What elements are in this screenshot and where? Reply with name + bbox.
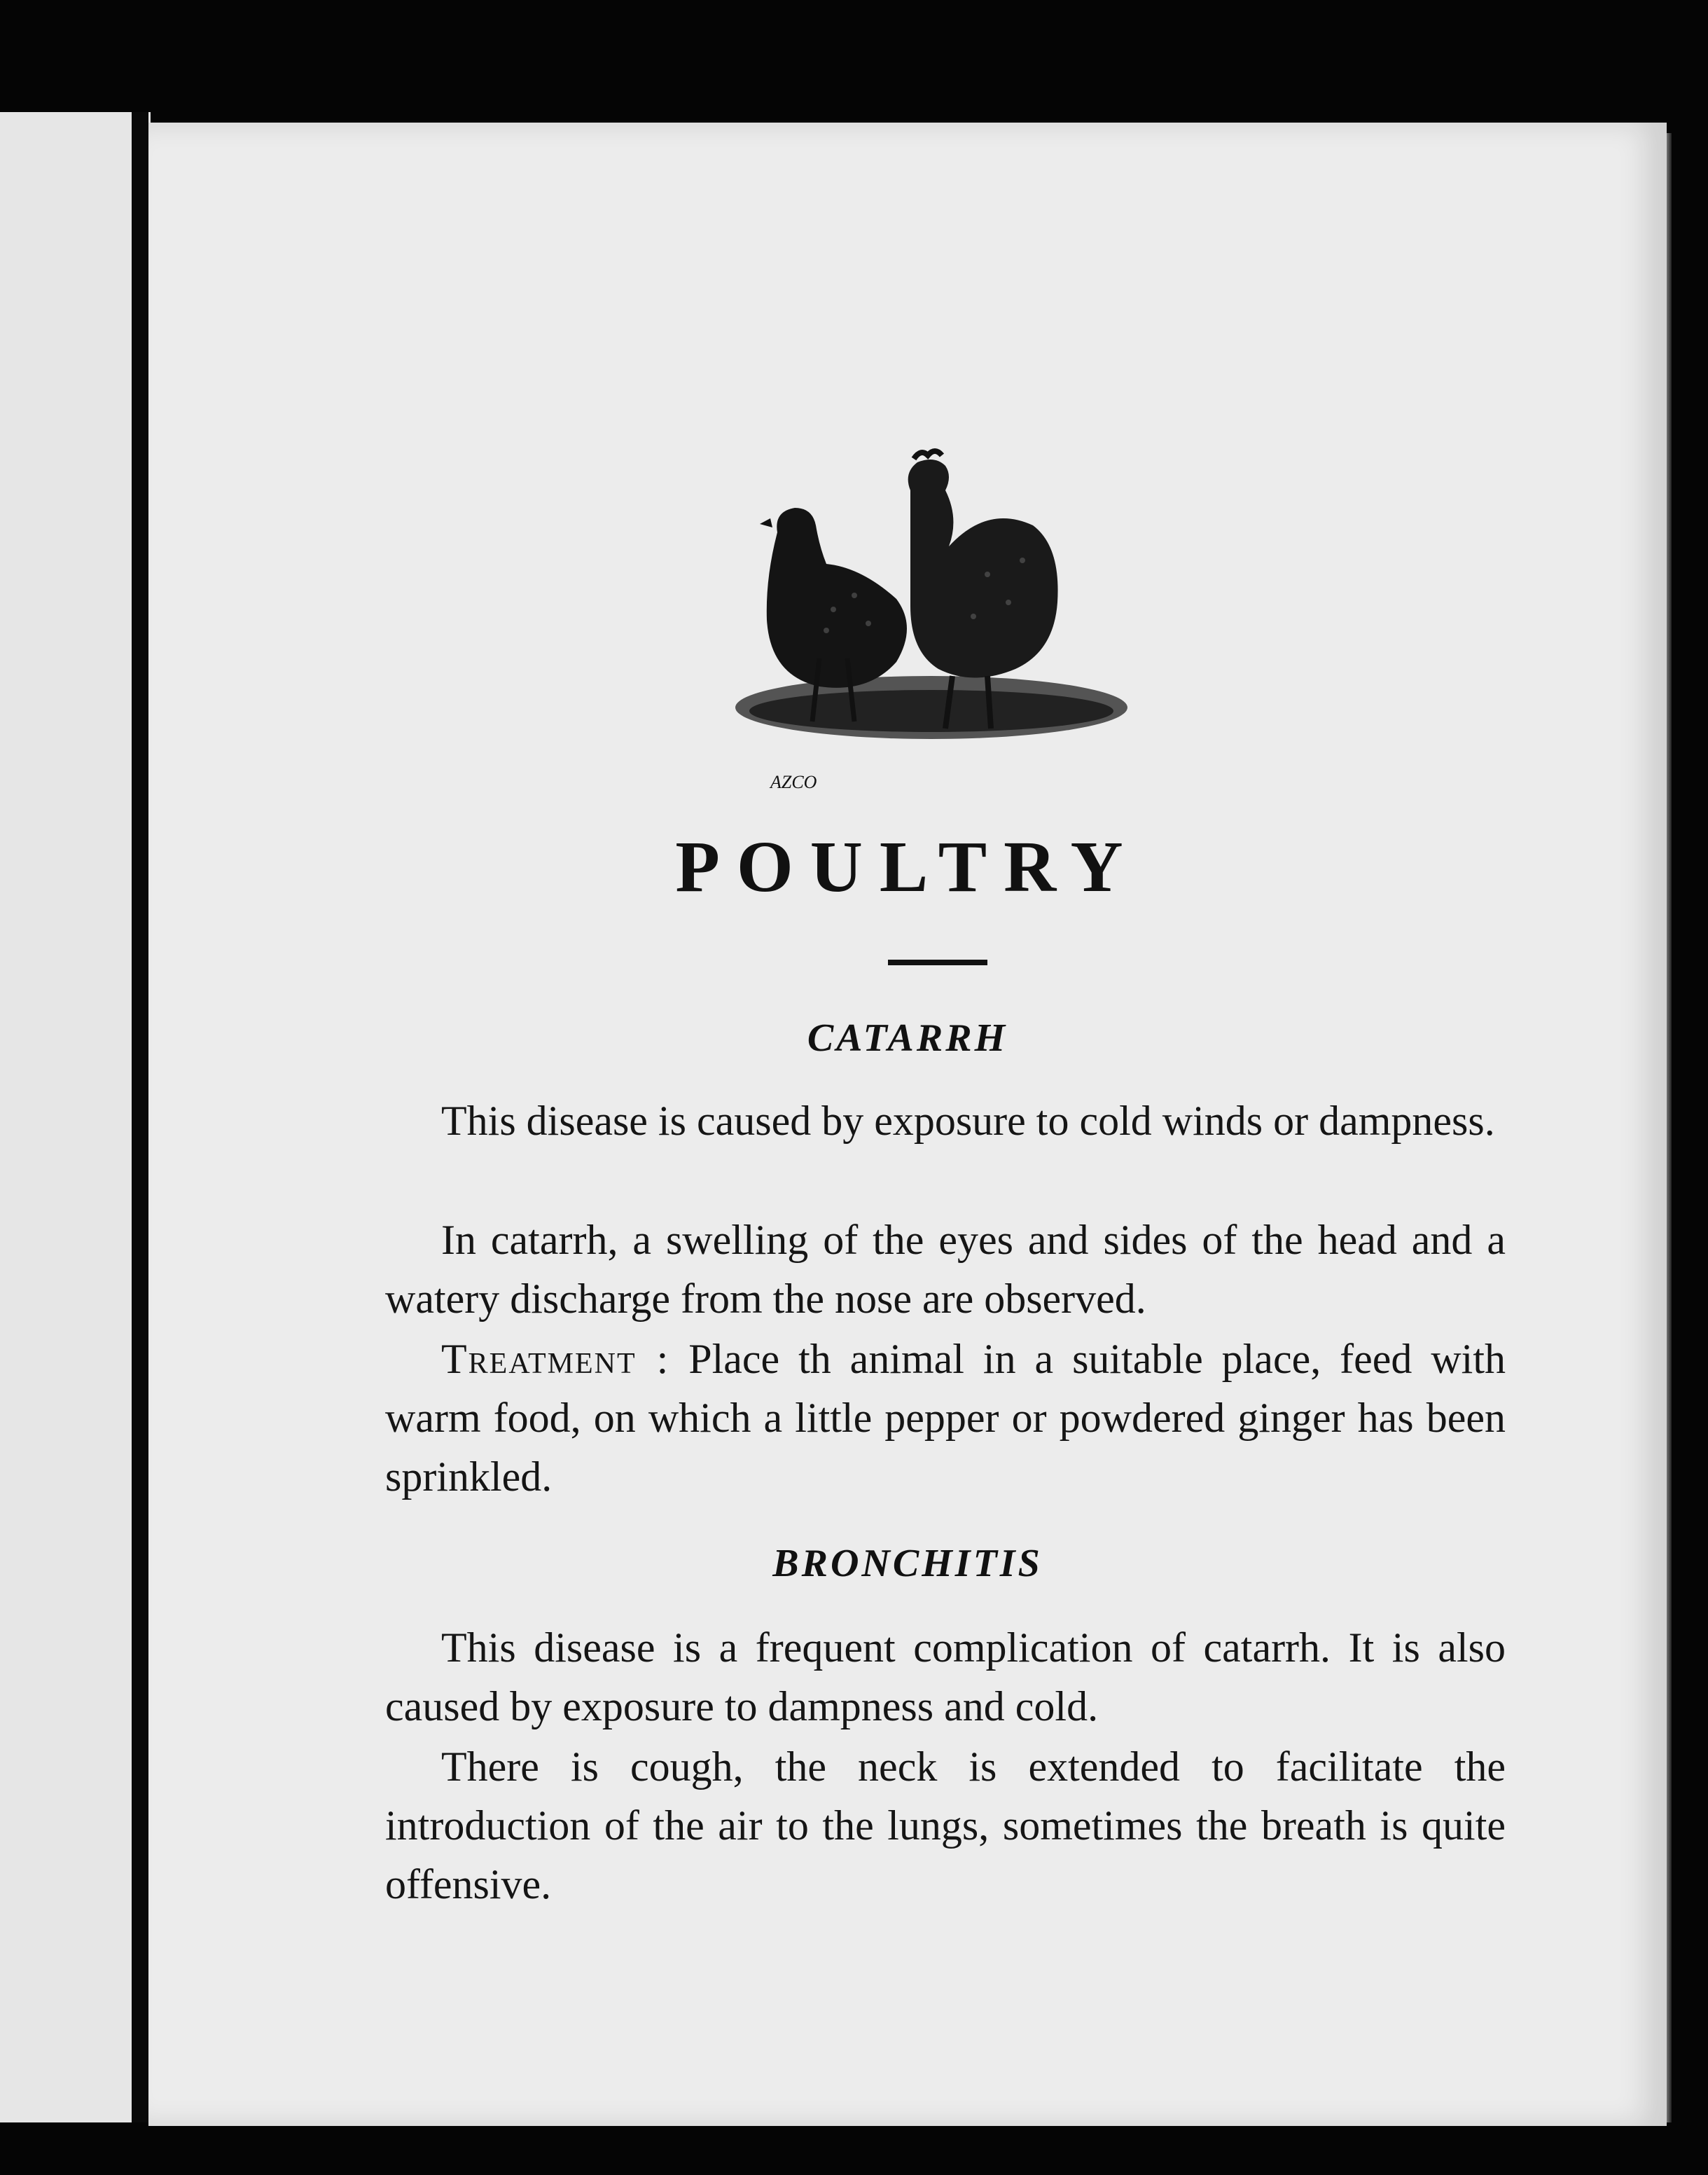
left-page-margin bbox=[0, 112, 151, 2122]
page-title: POULTRY bbox=[675, 827, 1140, 907]
catarrh-paragraph-1: This disease is caused by exposure to cold winds or dampness. bbox=[441, 1098, 1495, 1144]
title-rule bbox=[888, 960, 987, 965]
hen-and-rooster-icon bbox=[721, 434, 1141, 799]
treatment-text: Place th animal in a suitable place, feed with warm food, on which a little pepper or powdered ginger has been sprinkled. bbox=[385, 1336, 1506, 1500]
bronchitis-paragraph-2: There is cough, the neck is extended to facilitate the introduction of the air to the lungs, sometimes the breath is quite offensive. bbox=[385, 1744, 1506, 1907]
section-heading-bronchitis: BRONCHITIS bbox=[772, 1542, 1043, 1585]
poultry-illustration bbox=[721, 434, 1141, 799]
bronchitis-paragraph-1: This disease is a frequent complication of catarrh. It is also caused by exposure to dampness and cold. bbox=[385, 1624, 1506, 1729]
treatment-label: Treatment : bbox=[441, 1336, 670, 1382]
section-heading-catarrh: CATARRH bbox=[807, 1016, 1008, 1060]
catarrh-treatment bbox=[385, 1330, 1506, 1506]
book-spine bbox=[132, 112, 148, 2122]
engraver-signature: AZCO bbox=[770, 772, 817, 792]
catarrh-paragraph-2: In catarrh, a swelling of the eyes and sides of the head and a watery discharge from the nose are observed. bbox=[385, 1217, 1506, 1322]
